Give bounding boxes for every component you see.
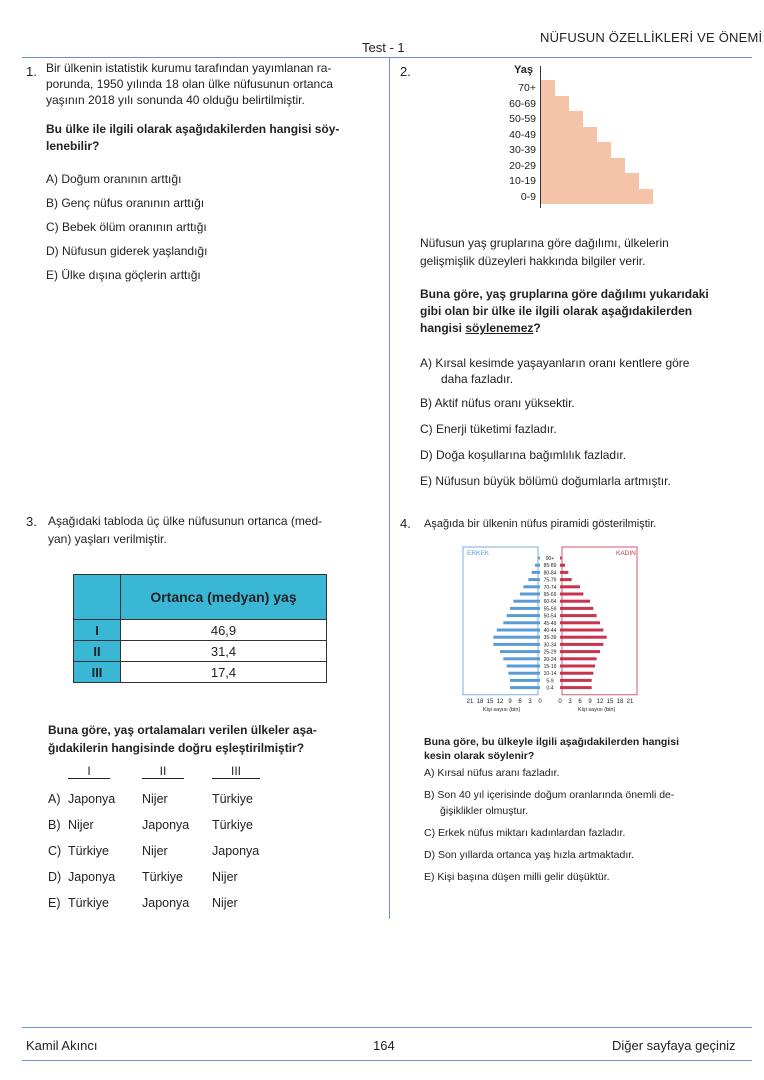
q2-age-label: 0-9: [520, 190, 536, 203]
q1-options: [46, 172, 207, 292]
q2-age-label: 60-69: [509, 97, 536, 110]
female-bar: [560, 607, 593, 610]
q3-option-country: Türkiye: [68, 896, 109, 910]
q2-age-bar: [541, 96, 569, 112]
q3-row-value: 17,4: [121, 662, 327, 683]
q3-option-country: Nijer: [68, 818, 94, 832]
female-tick: 18: [616, 698, 624, 705]
q3-option-row[interactable]: [48, 818, 348, 844]
q2-age-bar: [541, 158, 625, 174]
male-tick: 15: [486, 698, 494, 705]
q2-age-bar: [541, 173, 639, 189]
q4-pyramid: [455, 545, 645, 725]
q1-option-c[interactable]: C) Bebek ölüm oranının arttığı: [46, 220, 207, 234]
pyramid-age-label: 45-49: [543, 620, 557, 627]
female-label: KADIN: [616, 550, 636, 557]
pyramid-age-label: 10-14: [543, 671, 557, 678]
q3-table-corner: [74, 575, 121, 620]
q4-stem: Buna göre, bu ülkeyle ilgili aşağıdakilerden hangisi kesin olarak söylenir?: [424, 736, 679, 762]
q3-option-letter: E): [48, 896, 61, 910]
male-bar: [510, 607, 540, 610]
q4-option-a[interactable]: A) Kırsal nüfus aranı fazladır.: [424, 767, 560, 779]
column-divider: [389, 57, 390, 919]
q3-option-country: Türkiye: [68, 844, 109, 858]
q2-axis-label: Yaş: [514, 64, 533, 76]
female-bar: [560, 629, 603, 632]
female-tick: 0: [558, 698, 562, 705]
q3-option-letter: A): [48, 792, 61, 806]
q2-age-bar: [541, 189, 653, 205]
bottom-divider-2: [22, 1060, 752, 1061]
male-tick: 9: [508, 698, 512, 705]
q1-stem: Bu ülke ile ilgili olarak aşağıdakilerden hangisi söy- lenebilir?: [46, 122, 340, 153]
pyramid-age-label: 40-44: [543, 628, 557, 634]
q2-option-b[interactable]: B) Aktif nüfus oranı yüksektir.: [420, 396, 575, 410]
page-number: 164: [373, 1038, 395, 1053]
male-bar: [510, 686, 540, 689]
q3-options: [48, 792, 348, 922]
q3-col-head: III: [212, 764, 260, 779]
male-bar: [493, 636, 540, 639]
q4-option-d[interactable]: D) Son yıllarda ortanca yaş hızla artmaktadır.: [424, 849, 635, 861]
female-tick: 21: [626, 698, 634, 705]
q1-option-d[interactable]: D) Nüfusun giderek yaşlandığı: [46, 244, 208, 258]
q3-row-value: 46,9: [121, 620, 327, 641]
q3-option-country: Nijer: [212, 896, 238, 910]
q1-number: 1.: [26, 64, 37, 79]
q3-option-letter: B): [48, 818, 61, 832]
q2-option-c[interactable]: C) Enerji tüketimi fazladır.: [420, 422, 557, 436]
q4-option-b[interactable]: B) Son 40 yıl içerisinde doğum oranlarında önemli de- ğişiklikler olmuştur.: [424, 789, 675, 817]
female-bar: [560, 636, 607, 639]
q3-option-country: Japonya: [68, 870, 116, 884]
q3-option-country: Japonya: [212, 844, 260, 858]
female-bar: [560, 593, 583, 596]
q3-number: 3.: [26, 514, 37, 529]
q2-age-bar: [541, 142, 611, 158]
female-bar: [560, 614, 597, 617]
q2-age-label: 50-59: [509, 113, 536, 125]
female-bar: [560, 564, 565, 567]
q2-info: Nüfusun yaş gruplarına göre dağılımı, ülkelerin gelişmişlik düzeyleri hakkında bilgiler verir.: [420, 236, 669, 268]
pyramid-age-label: 30-34: [543, 642, 557, 649]
bottom-divider: [22, 1027, 752, 1028]
q2-age-bar: [541, 111, 583, 127]
male-bar: [532, 571, 540, 574]
q4-pyramid-svg: [455, 545, 645, 725]
test-label: Test - 1: [362, 40, 405, 55]
male-bar: [507, 665, 540, 668]
pyramid-age-label: 55-59: [543, 606, 557, 613]
male-axis-label: Kişi sayısı (bin): [483, 706, 521, 713]
q3-option-country: Japonya: [142, 818, 190, 832]
female-tick: 6: [578, 698, 582, 705]
q3-option-row[interactable]: [48, 844, 348, 870]
q3-option-country: Japonya: [68, 792, 116, 806]
q2-option-a[interactable]: A) Kırsal kesimde yaşayanların oranı kentlere göre daha fazladır.: [420, 356, 690, 386]
q3-option-country: Nijer: [142, 792, 168, 806]
q2-option-e[interactable]: E) Nüfusun büyük bölümü doğumlarla artmıştır.: [420, 474, 671, 488]
male-bar: [503, 657, 540, 660]
q3-median-table: [73, 574, 327, 683]
male-tick: 0: [538, 698, 542, 705]
male-bar: [523, 585, 540, 588]
female-bar: [560, 571, 568, 574]
q3-option-country: Türkiye: [142, 870, 183, 884]
q4-options: [424, 766, 674, 892]
q3-row-label: II: [74, 641, 121, 662]
female-tick: 15: [606, 698, 614, 705]
pyramid-age-label: 60-64: [543, 599, 557, 606]
q2-age-bar: [541, 80, 555, 96]
pyramid-age-label: 80-84: [543, 570, 557, 577]
male-tick: 18: [476, 698, 484, 705]
q2-age-label: 20-29: [509, 159, 536, 172]
female-bar: [560, 643, 603, 646]
q3-option-country: Türkiye: [212, 818, 253, 832]
female-tick: 3: [568, 698, 572, 705]
female-bar: [560, 621, 600, 624]
pyramid-age-label: 15-19: [543, 664, 557, 670]
pyramid-age-label: 20-24: [543, 656, 557, 663]
page-header-title: NÜFUSUN ÖZELLİKLERİ VE ÖNEMİ: [540, 30, 763, 45]
pyramid-age-label: 90+: [545, 556, 555, 562]
male-tick: 12: [496, 698, 504, 705]
pyramid-age-label: 25-29: [543, 649, 557, 656]
q3-option-country: Nijer: [212, 870, 238, 884]
male-bar: [513, 600, 540, 603]
q3-col-head: I: [68, 764, 110, 779]
male-tick: 3: [528, 698, 532, 705]
q3-option-country: Nijer: [142, 844, 168, 858]
pyramid-age-label: 70-74: [543, 584, 557, 591]
q4-text: Aşağıda bir ülkenin nüfus piramidi gösterilmiştir.: [424, 518, 657, 530]
footer-author: Kamil Akıncı: [26, 1038, 98, 1053]
female-bar: [560, 665, 595, 668]
top-divider: [22, 57, 752, 58]
female-bar: [560, 679, 592, 682]
q3-option-row[interactable]: [48, 896, 348, 922]
pyramid-age-label: 75-79: [543, 577, 557, 584]
q4-option-c[interactable]: C) Erkek nüfus miktarı kadınlardan fazladır.: [424, 827, 626, 839]
female-bar: [560, 585, 580, 588]
q3-text: Aşağıdaki tabloda üç ülke nüfusunun ortanca (med- yan) yaşları verilmiştir.: [48, 514, 323, 546]
female-bar: [560, 578, 572, 581]
male-bar: [500, 650, 540, 653]
pyramid-age-label: 65-69: [543, 592, 557, 598]
male-tick: 21: [466, 698, 474, 705]
male-tick: 6: [518, 698, 522, 705]
q3-option-letter: C): [48, 844, 62, 858]
q3-row-value: 31,4: [121, 641, 327, 662]
q4-option-e[interactable]: E) Kişi başına düşen milli gelir düşüktür.: [424, 871, 610, 883]
q3-row-label: I: [74, 620, 121, 641]
q2-age-label: 70+: [518, 82, 536, 94]
male-bar: [535, 564, 540, 567]
pyramid-age-label: 50-54: [543, 613, 557, 620]
q1-option-e[interactable]: E) Ülke dışına göçlerin arttığı: [46, 268, 201, 282]
q3-option-letter: D): [48, 870, 62, 884]
q2-age-bar: [541, 127, 597, 143]
male-bar: [507, 614, 540, 617]
q2-number: 2.: [400, 64, 411, 79]
female-bar: [560, 557, 562, 560]
q2-options: [420, 356, 689, 488]
q3-option-row[interactable]: [48, 870, 348, 896]
q2-option-d[interactable]: D) Doğa koşullarına bağımlılık fazladır.: [420, 448, 627, 462]
q3-stem: Buna göre, yaş ortalamaları verilen ülkeler aşa- ğıdakilerin hangisinde doğru eşleştirilmiştir?: [48, 723, 317, 755]
pyramid-age-label: 35-39: [543, 635, 557, 642]
q3-option-row[interactable]: [48, 792, 348, 818]
q3-option-country: Japonya: [142, 896, 190, 910]
female-bar: [560, 657, 597, 660]
female-axis-label: Kişi sayısı (bin): [578, 706, 616, 713]
male-bar: [520, 593, 540, 596]
q4-number: 4.: [400, 516, 411, 531]
next-page-hint: Diğer sayfaya geçiniz: [612, 1038, 736, 1053]
female-bar: [560, 650, 600, 653]
q2-stem: Buna göre, yaş gruplarına göre dağılımı yukarıdaki gibi olan bir ülke ile ilgili olarak aşağıdakilerden hangisi söylenemez?: [420, 287, 709, 335]
male-bar: [497, 629, 540, 632]
q3-col-head: II: [142, 764, 184, 779]
male-bar: [508, 672, 540, 675]
q3-row-label: III: [74, 662, 121, 683]
q2-age-label: 40-49: [509, 128, 536, 141]
female-tick: 12: [596, 698, 604, 705]
male-bar: [503, 621, 540, 624]
female-bar: [560, 672, 593, 675]
male-bar: [510, 679, 540, 682]
male-label: ERKEK: [467, 550, 490, 557]
q3-option-country: Türkiye: [212, 792, 253, 806]
q1-text: Bir ülkenin istatistik kurumu tarafından yayımlanan ra- porunda, 1950 yılında 18 olan ülke nüfusunun ortanca yaşının 2018 yılı sonunda 40 olduğu belirtilmiştir.: [46, 61, 333, 107]
male-bar: [528, 578, 540, 581]
q1-option-b[interactable]: B) Genç nüfus oranının arttığı: [46, 196, 205, 210]
female-bar: [560, 600, 590, 603]
q3-table-header: Ortanca (medyan) yaş: [121, 575, 327, 620]
q2-age-label: 10-19: [509, 175, 536, 187]
pyramid-age-label: 85-89: [543, 563, 557, 570]
female-bar: [560, 686, 592, 689]
female-tick: 9: [588, 698, 592, 705]
pyramid-age-label: 0-4: [546, 685, 554, 692]
q2-age-label: 30-39: [509, 144, 536, 156]
q2-age-chart: [490, 62, 670, 212]
q1-option-a[interactable]: A) Doğum oranının arttığı: [46, 172, 182, 186]
male-bar: [538, 557, 540, 560]
male-bar: [493, 643, 540, 646]
pyramid-age-label: 5-9: [546, 678, 554, 685]
